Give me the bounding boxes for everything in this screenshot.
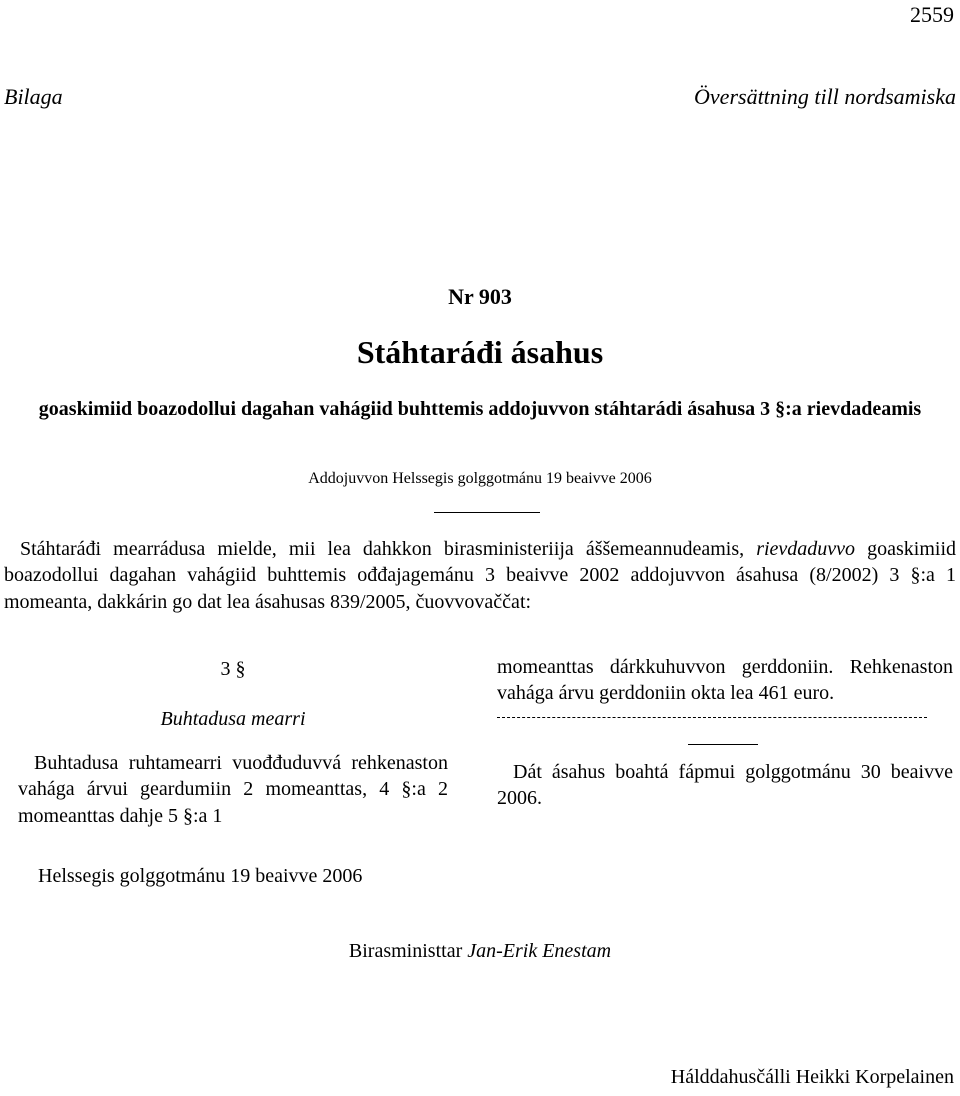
section-number: 3 § — [220, 658, 246, 680]
header-left-label: Bilaga — [4, 84, 63, 109]
place-date: Helssegis golggotmánu 19 beaivve 2006 — [38, 865, 363, 887]
header-right-label: Översättning till nordsamiska — [694, 84, 956, 109]
title-divider — [434, 512, 540, 513]
minister-signature — [0, 940, 960, 963]
intro-italic-word: rievdaduvvo — [756, 538, 856, 560]
minister-role: Birasministtar — [348, 940, 463, 962]
issued-date-line: Addojuvvon Helssegis golggotmánu 19 beaivve 2006 — [308, 470, 652, 487]
short-divider — [688, 744, 758, 745]
entry-into-force: Dát ásahus boahtá fápmui golggotmánu 30 beaivve 2006. — [497, 760, 953, 809]
decree-title: Stáhtaráđi ásahus — [356, 334, 604, 370]
intro-text-1: Stáhtaráđi mearrádusa mielde, mii lea dahkkon birasministeriija áššemeannudeamis, — [20, 538, 757, 560]
section-heading: Buhtadusa mearri — [160, 708, 306, 730]
section-text-left: Buhtadusa ruhtamearri vuođđuduvvá rehkenaston vahága árvui geardumiin 2 momeanttas, 4 §:a 2 momeanttas dahje 5 §:a 1 — [18, 752, 448, 827]
intro-text-2: goaskimiid boazodollui dagahan vahágiid buhttemis ođđajagemánu 3 beaivve 2002 addojuvvon ásahusa (8/2002) 3 §:a 1 momeanta, dakkárin go dat lea ásahusas 839/2005, čuovvovaččat: — [4, 538, 956, 613]
page-number: 2559 — [910, 2, 954, 27]
secretary-signature: Hálddahusčálli Heikki Korpelainen — [670, 1066, 954, 1088]
right-column — [497, 656, 953, 811]
decree-number: Nr 903 — [448, 284, 512, 309]
intro-paragraph — [4, 536, 956, 615]
decree-subtitle: goaskimiid boazodollui dagahan vahágiid buhttemis addojuvvon stáhtarádi ásahusa 3 §:a rievdadeamis — [38, 398, 922, 420]
left-column — [18, 656, 448, 829]
minister-name: Jan-Erik Enestam — [467, 940, 612, 962]
section-text-right: momeanttas dárkkuhuvvon gerddoniin. Rehkenaston vahága árvu gerddoniin okta lea 461 euro. — [497, 656, 953, 705]
dashed-rule — [497, 717, 927, 718]
